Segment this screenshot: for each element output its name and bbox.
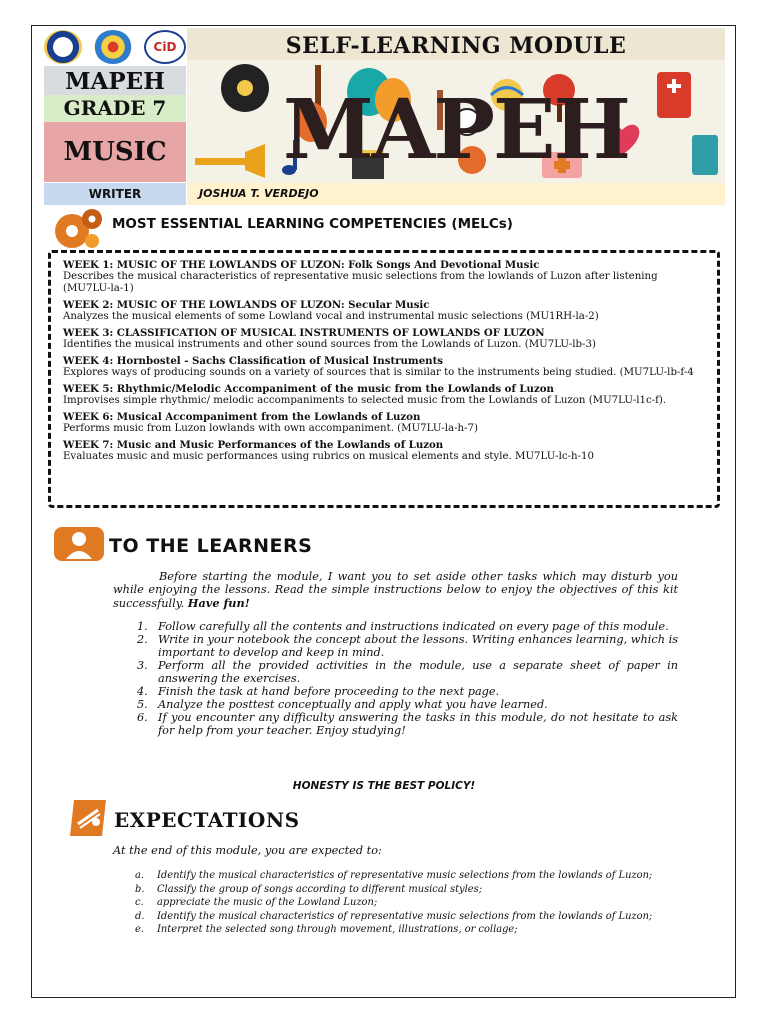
learners-heading: TO THE LEARNERS <box>109 535 313 557</box>
week-entry <box>63 299 705 323</box>
list-letter: b. <box>135 883 145 895</box>
melcs-heading: MOST ESSENTIAL LEARNING COMPETENCIES (MELCs) <box>112 216 513 232</box>
week-description: Describes the musical characteristics of representative music selections from the lowlands of Luzon after listening (MU7LU-la-1) <box>63 271 658 294</box>
list-text: Analyze the posttest conceptually and apply what you have learned. <box>158 698 548 711</box>
writer-label: WRITER <box>44 183 186 205</box>
list-number: 5. <box>137 698 148 711</box>
subject-label: MAPEH <box>44 66 186 95</box>
list-item <box>135 924 685 936</box>
list-text: Follow carefully all the contents and instructions indicated on every page of this module. <box>158 620 669 633</box>
list-text: Finish the task at hand before proceeding to the next page. <box>158 685 500 698</box>
list-item <box>135 911 685 923</box>
list-item <box>130 620 678 633</box>
learner-icon <box>54 527 104 561</box>
logo-strip <box>44 30 186 65</box>
list-text: Perform all the provided activities in the module, use a separate sheet of paper in answering the exercises. <box>158 659 678 685</box>
week-title: WEEK 1: MUSIC OF THE LOWLANDS OF LUZON: Folk Songs And Devotional Music <box>63 259 540 271</box>
week-title: WEEK 7: Music and Music Performances of the Lowlands of Luzon <box>63 439 444 451</box>
week-description: Improvises simple rhythmic/ melodic accompaniments to selected music from the Lowlands of Luzon (MU7LU-l1c-f). <box>63 395 667 406</box>
list-text: Interpret the selected song through movement, illustrations, or collage; <box>157 924 518 936</box>
week-entry <box>63 259 705 295</box>
flask-icon <box>692 135 718 175</box>
deped-seal-icon <box>44 30 82 64</box>
melcs-box <box>48 250 720 508</box>
expectations-intro: At the end of this module, you are expected to: <box>113 844 382 857</box>
week-title: WEEK 6: Musical Accompaniment from the Lowlands of Luzon <box>63 411 421 423</box>
component-label: MUSIC <box>44 122 186 182</box>
list-letter: d. <box>135 910 145 922</box>
week-entry <box>63 355 705 379</box>
intro-emphasis: Have fun! <box>187 595 250 610</box>
week-description: Explores ways of producing sounds on a variety of sources that is similar to the instruments being studied. (MU7LU-lb-f-4 <box>63 367 694 378</box>
learners-intro <box>113 570 678 610</box>
instructions-list <box>130 620 678 737</box>
list-text: Classify the group of songs according to different musical styles; <box>157 883 483 895</box>
list-item <box>130 698 678 711</box>
list-item <box>135 870 685 882</box>
week-title: WEEK 5: Rhythmic/Melodic Accompaniment of the music from the Lowlands of Luzon <box>63 383 554 395</box>
list-text: Identify the musical characteristics of representative music selections from the lowlands of Luzon; <box>157 870 653 881</box>
week-description: Identifies the musical instruments and other sound sources from the Lowlands of Luzon. (MU7LU-lb-3) <box>63 339 596 350</box>
week-entry <box>63 439 705 463</box>
week-title: WEEK 2: MUSIC OF THE LOWLANDS OF LUZON: Secular Music <box>63 299 430 311</box>
list-item <box>130 685 678 698</box>
week-description: Evaluates music and music performances using rubrics on musical elements and style. MU7LU-lc-h-10 <box>63 451 594 462</box>
list-number: 1. <box>137 620 148 633</box>
week-entry <box>63 383 705 407</box>
list-item <box>130 659 678 685</box>
list-number: 6. <box>137 711 148 724</box>
week-title: WEEK 4: Hornbostel - Sachs Classification of Musical Instruments <box>63 355 444 367</box>
list-number: 3. <box>137 659 148 672</box>
module-title: SELF-LEARNING MODULE <box>187 28 725 60</box>
list-text: Identify the musical characteristics of representative music selections from the lowlands of Luzon; <box>157 910 653 922</box>
gears-icon <box>52 205 106 251</box>
list-number: 2. <box>137 633 148 646</box>
week-entry <box>63 411 705 435</box>
week-description: Performs music from Luzon lowlands with own accompaniment. (MU7LU-la-h-7) <box>63 423 478 434</box>
list-item <box>135 897 685 909</box>
week-description: Analyzes the musical elements of some Lowland vocal and instrumental music selections (MU1RH-la-2) <box>63 311 599 322</box>
objectives-list <box>135 870 685 938</box>
grade-label: GRADE 7 <box>44 95 186 122</box>
expectations-heading: EXPECTATIONS <box>114 808 300 832</box>
list-text: If you encounter any difficulty answering the tasks in this module, do not hesitate to ask for help from your teacher. Enjoy studying! <box>158 711 678 737</box>
list-item <box>135 884 685 896</box>
medicine-icon <box>657 72 691 118</box>
motto: HONESTY IS THE BEST POLICY! <box>292 780 476 792</box>
region-seal-icon <box>94 30 132 64</box>
list-letter: e. <box>135 924 144 936</box>
list-number: 4. <box>137 685 148 698</box>
list-letter: c. <box>135 897 144 909</box>
writer-name: JOSHUA T. VERDEJO <box>187 183 725 205</box>
banner-art-word: MAPEH <box>282 82 630 178</box>
mapeh-banner-art <box>187 60 725 183</box>
list-item <box>130 633 678 659</box>
list-text: appreciate the music of the Lowland Luzon; <box>157 897 378 909</box>
list-text: Write in your notebook the concept about the lessons. Writing enhances learning, which is important to develop and keep in mind. <box>158 633 678 659</box>
week-entry <box>63 327 705 351</box>
week-title: WEEK 3: CLASSIFICATION OF MUSICAL INSTRUMENTS OF LOWLANDS OF LUZON <box>63 327 545 339</box>
intro-text: Before starting the module, I want you to set aside other tasks which may disturb you while enjoying the lessons. Read the simple instructions below to enjoy the objectives of this kit successfully. <box>113 570 678 610</box>
cid-logo-icon: CiD <box>144 30 186 64</box>
list-item <box>130 711 678 737</box>
list-letter: a. <box>135 870 145 881</box>
target-icon <box>66 800 110 836</box>
